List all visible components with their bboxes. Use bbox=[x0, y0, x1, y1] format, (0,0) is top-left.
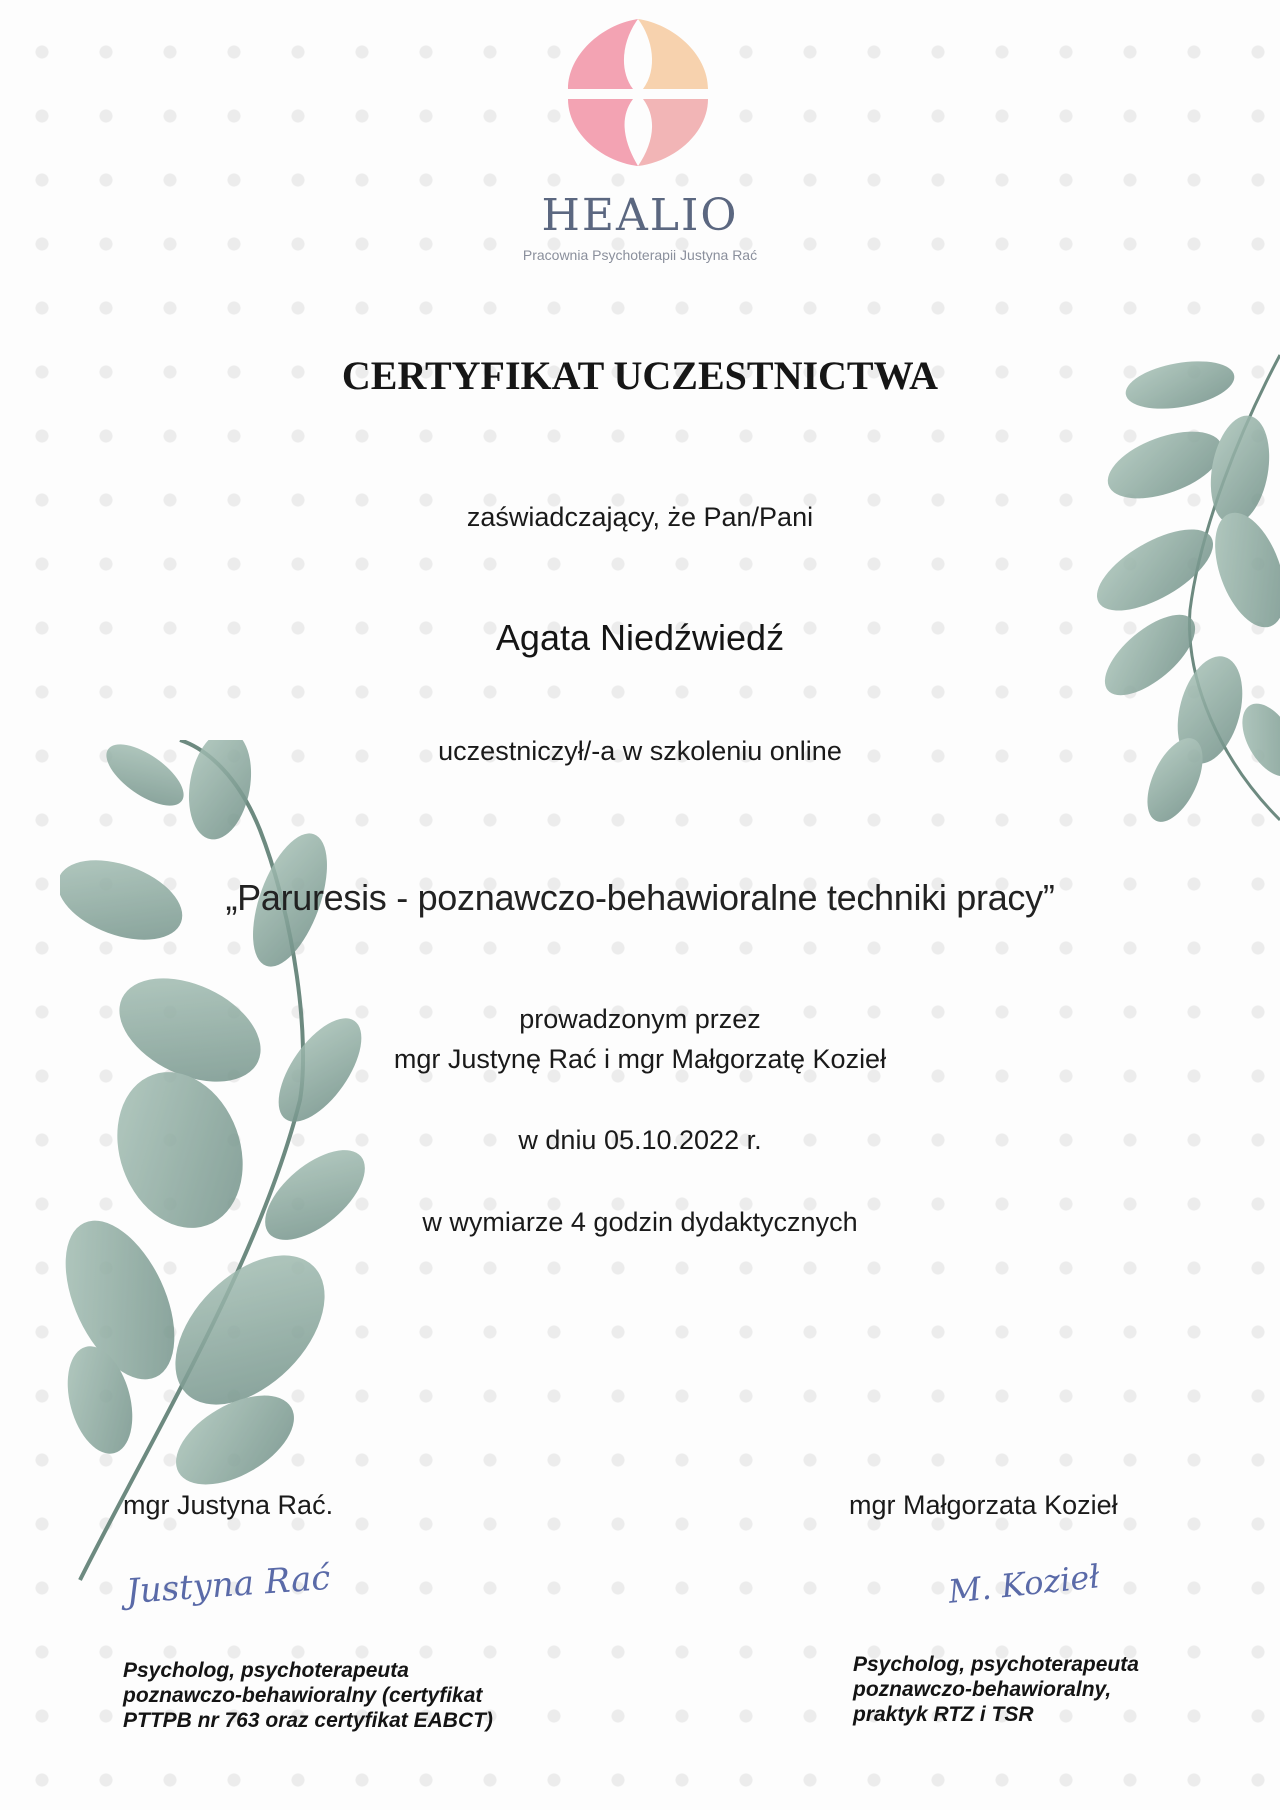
participant-name: Agata Niedźwiedź bbox=[495, 617, 785, 658]
led-by-label: prowadzonym przez bbox=[519, 1004, 761, 1034]
signature-right: M. Kozieł bbox=[946, 1557, 1102, 1611]
role-line: poznawczo-behawioralny (certyfikat bbox=[123, 1684, 483, 1707]
signatory-left-name: mgr Justyna Rać. bbox=[123, 1490, 334, 1520]
role-line: praktyk RTZ i TSR bbox=[853, 1703, 1034, 1726]
intro-text: zaświadczający, że Pan/Pani bbox=[466, 502, 814, 532]
role-line: Psycholog, psychoterapeuta bbox=[853, 1653, 1139, 1676]
healio-logo-icon bbox=[563, 14, 713, 169]
role-line: Psycholog, psychoterapeuta bbox=[123, 1659, 409, 1682]
signatory-right-name: mgr Małgorzata Kozieł bbox=[849, 1490, 1118, 1520]
course-title: „Paruresis - poznawczo-behawioralne techniki pracy” bbox=[225, 877, 1055, 918]
brand-tagline: Pracownia Psychoterapii Justyna Rać bbox=[522, 247, 758, 263]
brand-name: HEALIO bbox=[541, 190, 739, 241]
signatory-right-role bbox=[853, 1652, 1139, 1727]
date-line: w dniu 05.10.2022 r. bbox=[518, 1125, 762, 1155]
participation-text: uczestniczył/-a w szkoleniu online bbox=[438, 736, 842, 766]
certificate-title: CERTYFIKAT UCZESTNICTWA bbox=[341, 353, 939, 398]
signature-left: Justyna Rać bbox=[124, 1557, 332, 1613]
instructors-text: mgr Justynę Rać i mgr Małgorzatę Kozieł bbox=[393, 1044, 887, 1074]
signatory-left-role bbox=[123, 1658, 493, 1733]
role-line: PTTPB nr 763 oraz certyfikat EABCT) bbox=[123, 1709, 493, 1732]
eucalyptus-branch-right-illustration bbox=[1090, 350, 1280, 850]
eucalyptus-branch-left-illustration bbox=[60, 740, 380, 1590]
role-line: poznawczo-behawioralny, bbox=[853, 1678, 1112, 1701]
hours-line: w wymiarze 4 godzin dydaktycznych bbox=[422, 1207, 858, 1237]
